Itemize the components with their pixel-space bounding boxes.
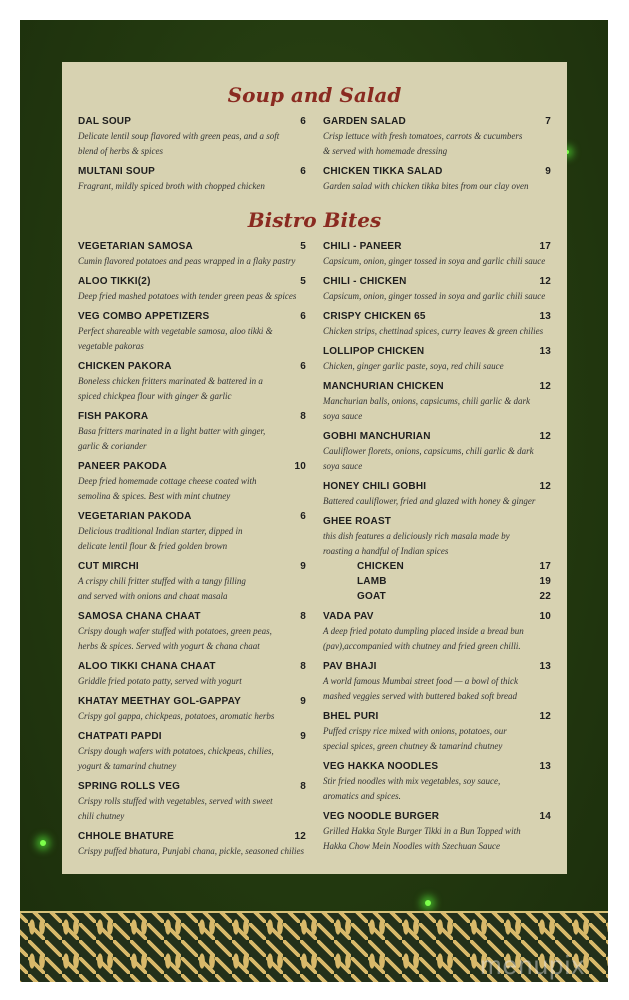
- menu-item-description: Crispy dough wafer stuffed with potatoes, green peas,: [78, 626, 272, 636]
- menu-item-description: Battered cauliflower, fried and glazed with honey & ginger: [323, 496, 536, 506]
- menu-item-name: CRISPY CHICKEN 65: [323, 311, 426, 322]
- option-price: 22: [539, 591, 551, 602]
- menu-item-price: 5: [300, 241, 306, 252]
- menu-item-name: CHICKEN PAKORA: [78, 361, 172, 372]
- menu-item-price: 12: [539, 431, 551, 442]
- option-price: 17: [539, 561, 551, 572]
- menu-item-description: aromatics and spices.: [323, 791, 401, 801]
- menu-item-description: spiced chickpea flour with ginger & garlic: [78, 391, 232, 401]
- menu-item-name: MULTANI SOUP: [78, 166, 156, 177]
- glow-dot: [40, 840, 46, 846]
- menu-item-price: 13: [539, 311, 551, 322]
- menu-item-header: [78, 694, 306, 709]
- menu-item-header: [323, 274, 551, 289]
- bistro-bites-section: [78, 239, 551, 864]
- menu-item-description: chili chutney: [78, 811, 125, 821]
- menu-item: [323, 429, 551, 474]
- menu-item-description: Cumin flavored potatoes and peas wrapped in a flaky pastry: [78, 256, 296, 266]
- menu-item-description: Boneless chicken fritters marinated & battered in a: [78, 376, 263, 386]
- menu-item: [323, 659, 551, 704]
- menu-item: [323, 709, 551, 754]
- soup-salad-section: [78, 114, 551, 199]
- menu-item-description: roasting a handful of Indian spices: [323, 546, 449, 556]
- menu-item: [78, 729, 306, 774]
- menu-item-name: VEGETARIAN SAMOSA: [78, 241, 193, 252]
- menu-item-description: mashed veggies served with buttered baked soft bread: [323, 691, 518, 701]
- menu-item-header: [78, 309, 306, 324]
- menu-item: [323, 239, 551, 269]
- menu-item: [323, 479, 551, 509]
- menu-item: [78, 779, 306, 824]
- menu-item: [323, 309, 551, 339]
- menu-item-header: [78, 459, 306, 474]
- menu-item-description: Capsicum, onion, ginger tossed in soya and garlic chili sauce: [323, 256, 546, 266]
- menu-item-price: 13: [539, 661, 551, 672]
- menu-item-name: FISH PAKORA: [78, 411, 149, 422]
- menu-item-header: [323, 379, 551, 394]
- menu-item-header: [78, 114, 306, 129]
- menu-item-price: 9: [300, 561, 306, 572]
- menu-item-description: Hakka Chow Mein Noodles with Szechuan Sauce: [323, 841, 500, 851]
- menu-item-price: 10: [539, 611, 551, 622]
- menu-item-name: SAMOSA CHANA CHAAT: [78, 611, 201, 622]
- menu-item: [78, 274, 306, 304]
- menu-item-name: PAV BHAJI: [323, 661, 377, 672]
- menu-item-description: Grilled Hakka Style Burger Tikki in a Bun Topped with: [323, 826, 521, 836]
- option-price: 19: [539, 576, 551, 587]
- menu-item-price: 6: [300, 166, 306, 177]
- menu-item-price: 6: [300, 116, 306, 127]
- menu-item-description: A deep fried potato dumpling placed inside a bread bun: [323, 626, 524, 636]
- menu-item-price: 12: [539, 276, 551, 287]
- menu-item-description: Crispy rolls stuffed with vegetables, served with sweet: [78, 796, 273, 806]
- menu-item-description: Basa fritters marinated in a light batter with ginger,: [78, 426, 266, 436]
- section-title-bistro-bites: Bistro Bites: [247, 208, 382, 232]
- menu-item-name: CHILI - PANEER: [323, 241, 402, 252]
- menu-item-description: Delicious traditional Indian starter, dipped in: [78, 526, 243, 536]
- menu-item: [78, 509, 306, 554]
- menu-item-description: Stir fried noodles with mix vegetables, soy sauce,: [323, 776, 501, 786]
- menu-item-name: VEG HAKKA NOODLES: [323, 761, 439, 772]
- menu-item-description: soya sauce: [323, 411, 363, 421]
- menu-item-header: [78, 609, 306, 624]
- menu-item: [323, 609, 551, 654]
- section-title-soup-salad: Soup and Salad: [227, 83, 402, 107]
- menu-item-description: Deep fried mashed potatoes with tender green peas & spices: [78, 291, 297, 301]
- menu-item-name: BHEL PURI: [323, 711, 379, 722]
- menu-item-header: [323, 239, 551, 254]
- menu-item-price: 8: [300, 661, 306, 672]
- menu-item-price: 10: [294, 461, 306, 472]
- menu-item-name: DAL SOUP: [78, 116, 132, 127]
- menu-item: [78, 309, 306, 354]
- menu-item-price: 8: [300, 611, 306, 622]
- menu-item-header: [323, 164, 551, 179]
- menu-item-name: PANEER PAKODA: [78, 461, 167, 472]
- menu-item-description: Cauliflower florets, onions, capsicums, chili garlic & dark: [323, 446, 534, 456]
- menu-item: [323, 759, 551, 804]
- menu-item-name: VEG NOODLE BURGER: [323, 811, 440, 822]
- menu-item: [78, 164, 306, 194]
- menu-item-price: 7: [545, 116, 551, 127]
- menu-item-description: herbs & spices. Served with yogurt & chana chaat: [78, 641, 260, 651]
- menu-item-description: Griddle fried potato patty, served with yogurt: [78, 676, 242, 686]
- menu-item-header: [78, 359, 306, 374]
- menu-item-name: GOBHI MANCHURIAN: [323, 431, 431, 442]
- menu-item-description: Crisp lettuce with fresh tomatoes, carrots & cucumbers: [323, 131, 523, 141]
- menu-item-price: 6: [300, 511, 306, 522]
- menu-item: [78, 609, 306, 654]
- menu-panel: [62, 62, 567, 874]
- menu-item-description: Deep fried homemade cottage cheese coated with: [78, 476, 257, 486]
- menu-item-description: (pav),accompanied with chutney and fried green chilli.: [323, 641, 521, 651]
- menu-item-description: this dish features a deliciously rich masala made by: [323, 531, 510, 541]
- menu-item-description: and served with onions and chaat masala: [78, 591, 228, 601]
- menu-item: [78, 459, 306, 504]
- menu-item: [78, 659, 306, 689]
- option-name: GOAT: [357, 591, 386, 602]
- menu-item: [78, 829, 306, 859]
- menu-item-header: [78, 729, 306, 744]
- menu-item-price: 8: [300, 781, 306, 792]
- menu-item-description: Manchurian balls, onions, capsicums, chili garlic & dark: [323, 396, 530, 406]
- menu-item-name: GARDEN SALAD: [323, 116, 406, 127]
- menu-item-description: vegetable pakoras: [78, 341, 144, 351]
- menu-item-header: [323, 479, 551, 494]
- menu-item-name: CHICKEN TIKKA SALAD: [323, 166, 443, 177]
- menu-item-price: 12: [539, 711, 551, 722]
- menu-item-header: [323, 344, 551, 359]
- menu-item-header: [78, 274, 306, 289]
- menu-item: [323, 164, 551, 194]
- menu-item-description: soya sauce: [323, 461, 363, 471]
- menu-item-option: [323, 574, 551, 589]
- option-name: CHICKEN: [357, 561, 404, 572]
- menu-item: [323, 344, 551, 374]
- menu-item-name: GHEE ROAST: [323, 516, 392, 527]
- glow-dot: [425, 900, 431, 906]
- menu-item-price: 9: [300, 731, 306, 742]
- menu-item-name: VEGETARIAN PAKODA: [78, 511, 192, 522]
- menu-item-header: [323, 309, 551, 324]
- menu-item-price: 12: [539, 481, 551, 492]
- menu-item-option: [323, 589, 551, 604]
- menu-item-price: 9: [300, 696, 306, 707]
- menu-item-description: Fragrant, mildly spiced broth with chopped chicken: [78, 181, 265, 191]
- menu-item-name: KHATAY MEETHAY GOL-GAPPAY: [78, 696, 241, 707]
- menu-item-description: Chicken, ginger garlic paste, soya, red chili sauce: [323, 361, 504, 371]
- menu-item-name: SPRING ROLLS VEG: [78, 781, 181, 792]
- bistro-left-column: [78, 239, 306, 864]
- menu-item: [323, 114, 551, 159]
- menu-item-header: [78, 779, 306, 794]
- menu-item-header: [323, 709, 551, 724]
- watermark: menupix: [480, 950, 586, 980]
- menu-item-price: 6: [300, 361, 306, 372]
- menu-item-header: [323, 759, 551, 774]
- menu-item-price: 9: [545, 166, 551, 177]
- menu-item-description: Capsicum, onion, ginger tossed in soya and garlic chili sauce: [323, 291, 546, 301]
- menu-item-description: & served with homemade dressing: [323, 146, 448, 156]
- menu-item-name: CHATPATI PAPDI: [78, 731, 162, 742]
- menu-item-header: [78, 659, 306, 674]
- menu-item-description: garlic & coriander: [78, 441, 147, 451]
- menu-item-header: [78, 409, 306, 424]
- menu-item-header: [78, 559, 306, 574]
- option-name: LAMB: [357, 576, 387, 587]
- menu-item-description: Puffed crispy rice mixed with onions, potatoes, our: [323, 726, 507, 736]
- menu-item-header: [323, 659, 551, 674]
- menu-item-name: VEG COMBO APPETIZERS: [78, 311, 210, 322]
- menu-item: [78, 114, 306, 159]
- menu-item-header: [323, 809, 551, 824]
- menu-item-header: [78, 829, 306, 844]
- menu-item-price: 5: [300, 276, 306, 287]
- menu-item-price: 12: [294, 831, 306, 842]
- menu-item-header: [78, 509, 306, 524]
- menu-item-name: CUT MIRCHI: [78, 561, 139, 572]
- menu-item: [78, 694, 306, 724]
- menu-item-price: 14: [539, 811, 551, 822]
- menu-item: [78, 409, 306, 454]
- menu-item-header: [323, 114, 551, 129]
- menu-item-name: CHILI - CHICKEN: [323, 276, 407, 287]
- menu-item-name: ALOO TIKKI(2): [78, 276, 151, 287]
- menu-item-description: Crispy puffed bhatura, Punjabi chana, pickle, seasoned chilies: [78, 846, 304, 856]
- menu-item-header: [323, 609, 551, 624]
- menu-item-price: 13: [539, 761, 551, 772]
- menu-item: [78, 559, 306, 604]
- bistro-right-column: [323, 239, 551, 864]
- menu-item-description: blend of herbs & spices: [78, 146, 163, 156]
- menu-item-price: 13: [539, 346, 551, 357]
- menu-item-header: [78, 239, 306, 254]
- menu-item-description: special spices, green chutney & tamarind chutney: [323, 741, 503, 751]
- menu-item: [78, 239, 306, 269]
- menu-item: [323, 379, 551, 424]
- menu-item-name: MANCHURIAN CHICKEN: [323, 381, 444, 392]
- menu-item-price: 6: [300, 311, 306, 322]
- menu-item-name: LOLLIPOP CHICKEN: [323, 346, 425, 357]
- menu-item-description: delicate lentil flour & fried golden brown: [78, 541, 228, 551]
- menu-item-header: [323, 429, 551, 444]
- menu-item-description: Crispy dough wafers with potatoes, chickpeas, chilies,: [78, 746, 274, 756]
- menu-item-description: A crispy chili fritter stuffed with a tangy filling: [78, 576, 246, 586]
- menu-item: [78, 359, 306, 404]
- menu-item-description: Garden salad with chicken tikka bites from our clay oven: [323, 181, 529, 191]
- menu-item-name: CHHOLE BHATURE: [78, 831, 174, 842]
- menu-item: [323, 809, 551, 854]
- menu-item-description: Crispy gol gappa, chickpeas, potatoes, aromatic herbs: [78, 711, 275, 721]
- soup-left-column: [78, 114, 306, 199]
- menu-item-name: HONEY CHILI GOBHI: [323, 481, 427, 492]
- menu-item-price: 12: [539, 381, 551, 392]
- menu-item: [323, 274, 551, 304]
- menu-item-description: yogurt & tamarind chutney: [78, 761, 177, 771]
- menu-item-description: Perfect shareable with vegetable samosa, aloo tikki &: [78, 326, 273, 336]
- menu-item-price: 8: [300, 411, 306, 422]
- menu-item-description: semolina & spices. Best with mint chutney: [78, 491, 231, 501]
- menu-item-name: ALOO TIKKI CHANA CHAAT: [78, 661, 216, 672]
- menu-item-header: [323, 514, 551, 529]
- menu-item-name: VADA PAV: [323, 611, 374, 622]
- menu-item-header: [78, 164, 306, 179]
- menu-item: [323, 514, 551, 604]
- menu-item-description: Delicate lentil soup flavored with green peas, and a soft: [78, 131, 280, 141]
- menu-item-price: 17: [539, 241, 551, 252]
- menu-item-description: Chicken strips, chettinad spices, curry leaves & green chilies: [323, 326, 544, 336]
- menu-item-option: [323, 559, 551, 574]
- soup-right-column: [323, 114, 551, 199]
- menu-item-description: A world famous Mumbai street food — a bowl of thick: [323, 676, 518, 686]
